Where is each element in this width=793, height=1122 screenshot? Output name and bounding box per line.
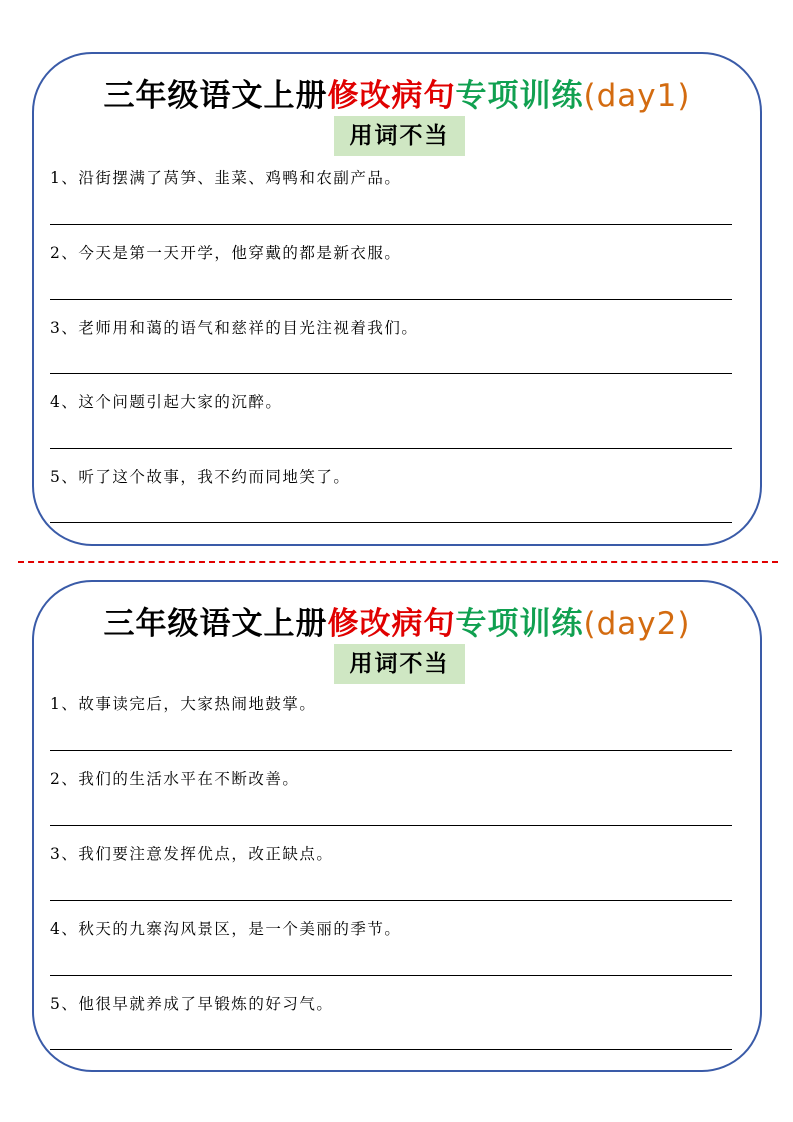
worksheet-card-day1 [32, 52, 762, 546]
answer-line-5[interactable] [50, 522, 732, 523]
answer-line-2[interactable] [50, 299, 732, 300]
worksheet-card-day2 [32, 580, 762, 1072]
worksheet-title [34, 70, 760, 115]
worksheet-title [34, 598, 760, 643]
answer-line-1[interactable] [50, 224, 732, 225]
answer-line-1[interactable] [50, 750, 732, 751]
question-4: 4、这个问题引起大家的沉醉。 [50, 393, 283, 411]
question-4: 4、秋天的九寨沟风景区，是一个美丽的季节。 [50, 920, 402, 938]
answer-line-3[interactable] [50, 373, 732, 374]
title-day-part: (day2) [583, 606, 691, 642]
cut-line-divider [18, 561, 778, 563]
answer-line-4[interactable] [50, 975, 732, 976]
question-2: 2、我们的生活水平在不断改善。 [50, 770, 300, 788]
title-training-part: 专项训练 [455, 78, 584, 114]
question-1: 1、故事读完后，大家热闹地鼓掌。 [50, 695, 317, 713]
question-2: 2、今天是第一天开学，他穿戴的都是新衣服。 [50, 244, 402, 262]
title-grade-part: 三年级语文上册 [103, 606, 328, 642]
answer-line-2[interactable] [50, 825, 732, 826]
title-training-part: 专项训练 [455, 606, 584, 642]
answer-line-5[interactable] [50, 1049, 732, 1050]
section-subtitle: 用词不当 [334, 116, 465, 156]
title-grade-part: 三年级语文上册 [103, 78, 328, 114]
question-5: 5、他很早就养成了早锻炼的好习气。 [50, 995, 334, 1013]
title-day-part: (day1) [583, 78, 691, 114]
question-1: 1、沿街摆满了莴笋、韭菜、鸡鸭和农副产品。 [50, 169, 402, 187]
question-3: 3、老师用和蔼的语气和慈祥的目光注视着我们。 [50, 319, 419, 337]
question-3: 3、我们要注意发挥优点，改正缺点。 [50, 845, 334, 863]
title-topic-part: 修改病句 [327, 78, 456, 114]
question-5: 5、听了这个故事，我不约而同地笑了。 [50, 468, 351, 486]
section-subtitle: 用词不当 [334, 644, 465, 684]
answer-line-4[interactable] [50, 448, 732, 449]
title-topic-part: 修改病句 [327, 606, 456, 642]
answer-line-3[interactable] [50, 900, 732, 901]
